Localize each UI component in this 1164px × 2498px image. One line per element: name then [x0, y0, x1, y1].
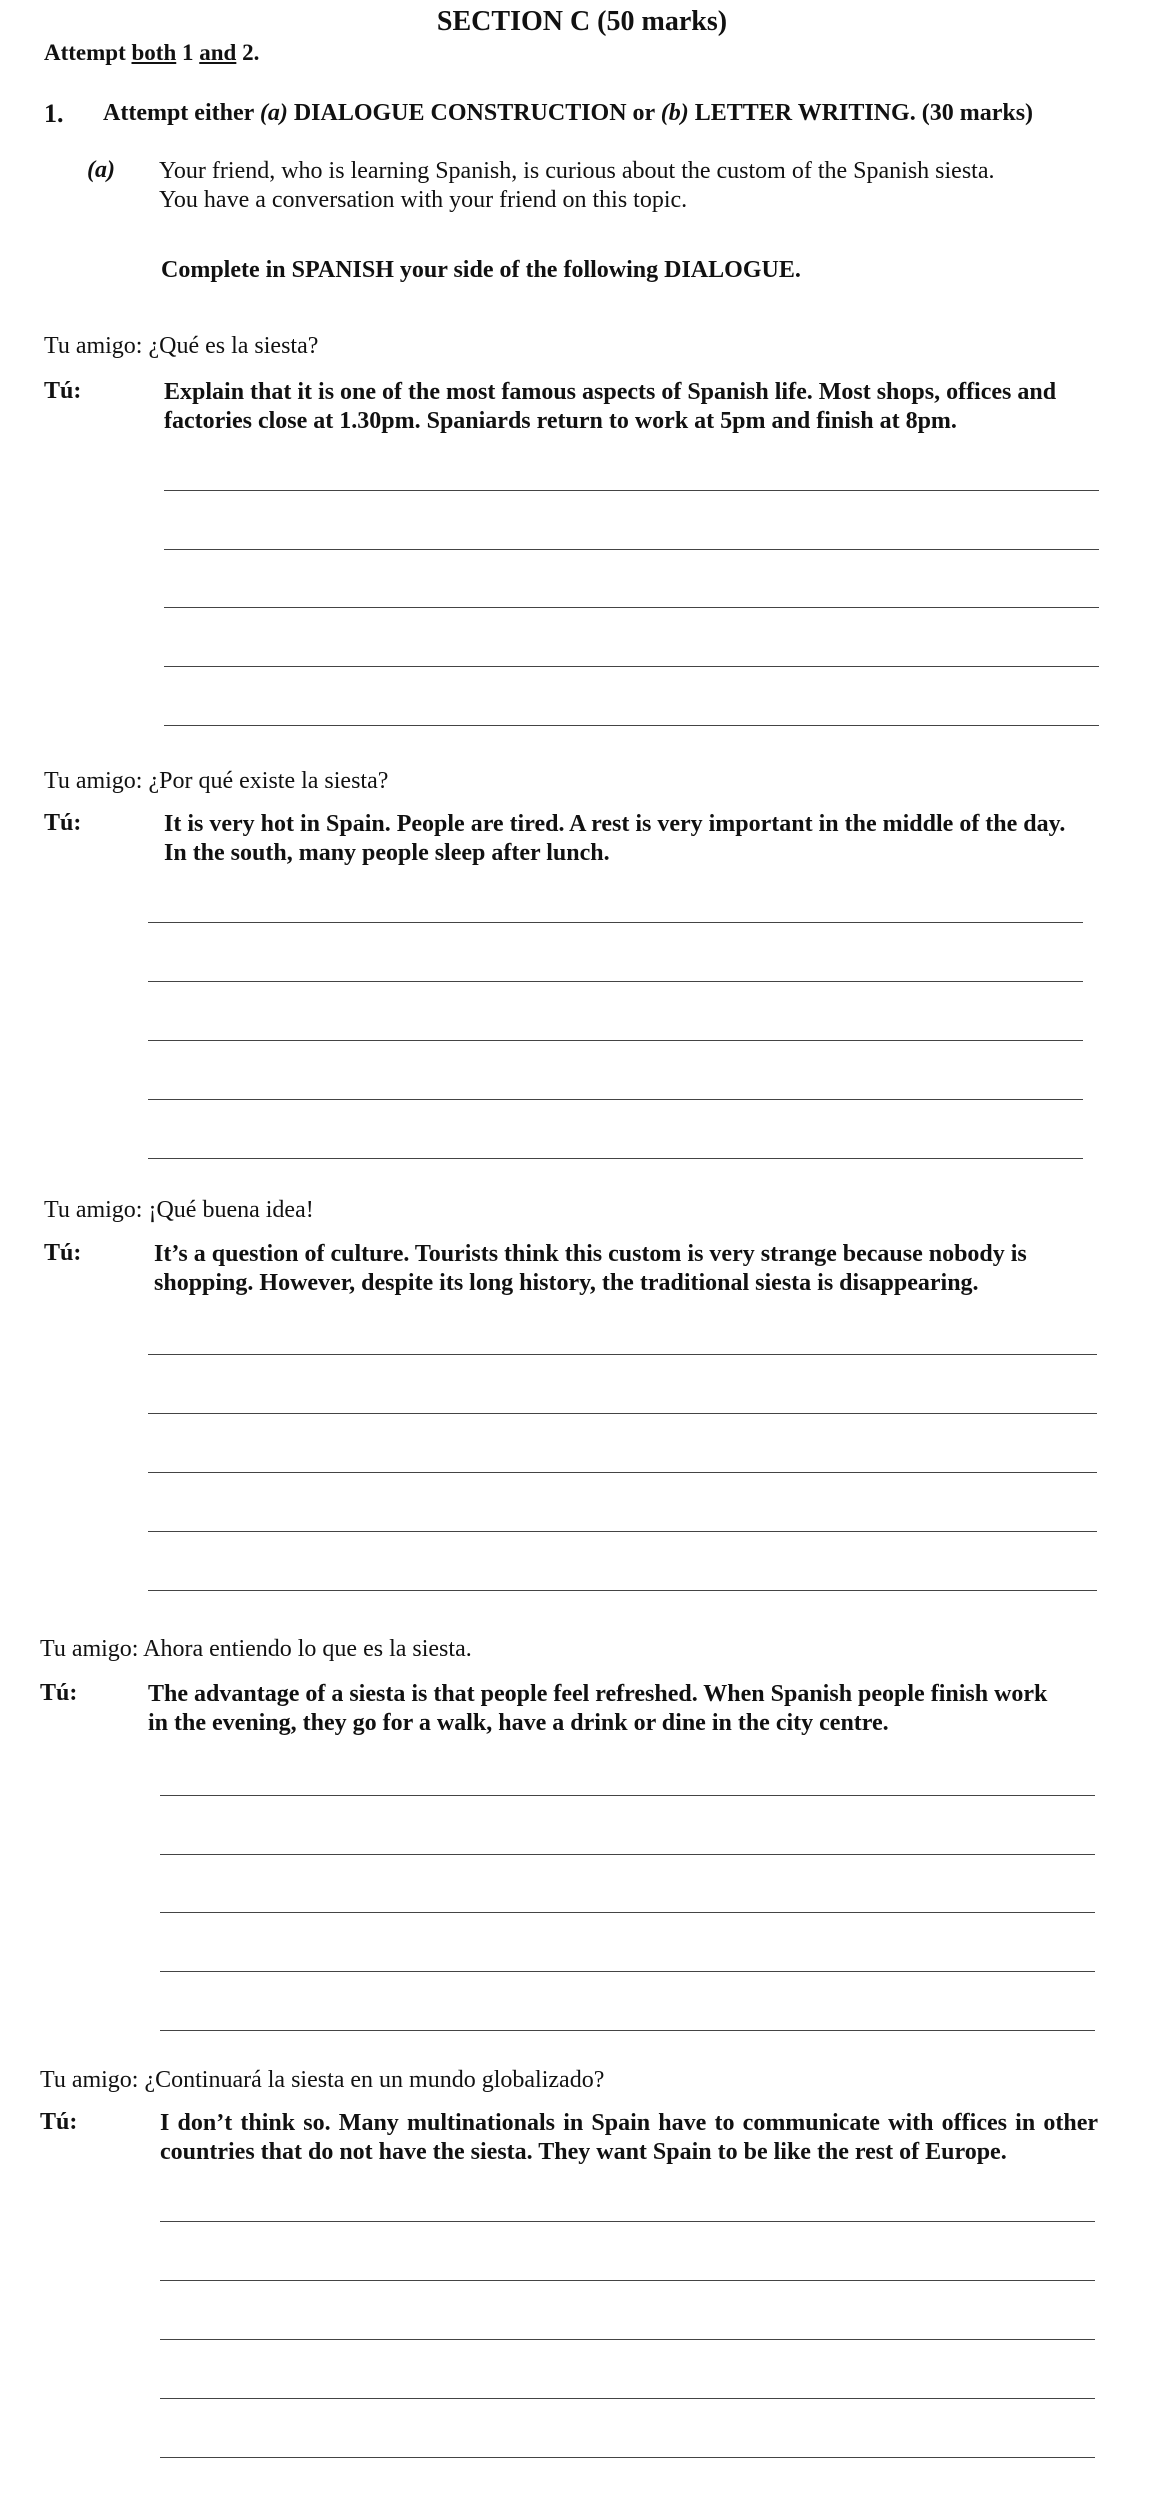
- question-number: 1.: [44, 99, 64, 128]
- answer-line-4-1[interactable]: [160, 1795, 1095, 1796]
- answer-line-2-5[interactable]: [148, 1158, 1083, 1159]
- intro-line-2: You have a conversation with your friend on this topic.: [159, 187, 688, 213]
- answer-line-5-3[interactable]: [160, 2339, 1095, 2340]
- answer-line-5-1[interactable]: [160, 2221, 1095, 2222]
- answer-line-1-2[interactable]: [164, 549, 1099, 550]
- answer-instruction-5: I don’t think so. Many multinationals in Spain have to communicate with offices in other countries that do not have the siesta. They want Spain to be like the rest of Europe.: [160, 2110, 1098, 2165]
- answer-instruction-4: The advantage of a siesta is that people feel refreshed. When Spanish people finish work in the evening, they go for a walk, have a drink or dine in the city centre.: [148, 1681, 1048, 1736]
- answer-line-2-2[interactable]: [148, 981, 1083, 982]
- section-title: SECTION C (50 marks): [436, 6, 728, 37]
- answer-line-3-4[interactable]: [148, 1531, 1097, 1532]
- question-text-pre: Attempt either: [103, 100, 260, 126]
- question-text-mid: DIALOGUE CONSTRUCTION or: [287, 100, 661, 126]
- answer-line-1-1[interactable]: [164, 490, 1099, 491]
- answer-line-5-2[interactable]: [160, 2280, 1095, 2281]
- friend-question-5: Tu amigo: ¿Continuará la siesta en un mundo globalizado?: [40, 2067, 605, 2093]
- answer-line-2-1[interactable]: [148, 922, 1083, 923]
- friend-question-3: Tu amigo: ¡Qué buena idea!: [44, 1197, 314, 1223]
- part-a-label: (a): [87, 157, 115, 183]
- attempt-mid: 1: [176, 40, 200, 65]
- answer-line-4-4[interactable]: [160, 1971, 1095, 1972]
- answer-line-4-3[interactable]: [160, 1912, 1095, 1913]
- answer-line-3-2[interactable]: [148, 1413, 1097, 1414]
- answer-line-1-5[interactable]: [164, 725, 1099, 726]
- answer-line-4-5[interactable]: [160, 2030, 1095, 2031]
- answer-instruction-3: It’s a question of culture. Tourists think this custom is very strange because nobody is shopping. However, despite its long history, the traditional siesta is disappearing.: [154, 1241, 1027, 1296]
- option-b-label: (b): [660, 100, 689, 126]
- attempt-and: and: [199, 40, 237, 65]
- intro-line-1: Your friend, who is learning Spanish, is curious about the custom of the Spanish siesta.: [159, 158, 995, 184]
- answer-line-5-5[interactable]: [160, 2457, 1095, 2458]
- question-text-post: LETTER WRITING. (30 marks): [688, 100, 1034, 126]
- answer-instruction-1: Explain that it is one of the most famous aspects of Spanish life. Most shops, offices and factories close at 1.30pm. Spaniards return to work at 5pm and finish at 8pm.: [164, 379, 1057, 434]
- attempt-both: both: [131, 40, 177, 65]
- attempt-instruction: [44, 40, 259, 66]
- friend-question-2: Tu amigo: ¿Por qué existe la siesta?: [44, 768, 389, 794]
- answer-line-4-2[interactable]: [160, 1854, 1095, 1855]
- answer-line-3-3[interactable]: [148, 1472, 1097, 1473]
- answer-line-1-3[interactable]: [164, 607, 1099, 608]
- answer-line-3-1[interactable]: [148, 1354, 1097, 1355]
- friend-question-4: Tu amigo: Ahora entiendo lo que es la siesta.: [40, 1636, 472, 1662]
- tu-label-3: Tú:: [44, 1240, 82, 1266]
- option-a-label: (a): [259, 100, 288, 126]
- answer-line-1-4[interactable]: [164, 666, 1099, 667]
- question-text: [103, 100, 1033, 127]
- tu-label-1: Tú:: [44, 378, 82, 404]
- answer-line-5-4[interactable]: [160, 2398, 1095, 2399]
- tu-label-4: Tú:: [40, 1680, 78, 1706]
- tu-label-2: Tú:: [44, 810, 82, 836]
- complete-instruction: Complete in SPANISH your side of the following DIALOGUE.: [161, 257, 801, 283]
- attempt-pre: Attempt: [44, 40, 132, 65]
- friend-question-1: Tu amigo: ¿Qué es la siesta?: [44, 333, 319, 359]
- scenario-intro: [159, 157, 1099, 215]
- answer-line-2-4[interactable]: [148, 1099, 1083, 1100]
- answer-instruction-2: It is very hot in Spain. People are tired. A rest is very important in the middle of the day. In the south, many people sleep after lunch.: [164, 811, 1066, 866]
- attempt-post: 2.: [236, 40, 260, 65]
- tu-label-5: Tú:: [40, 2109, 78, 2135]
- answer-line-3-5[interactable]: [148, 1590, 1097, 1591]
- answer-line-2-3[interactable]: [148, 1040, 1083, 1041]
